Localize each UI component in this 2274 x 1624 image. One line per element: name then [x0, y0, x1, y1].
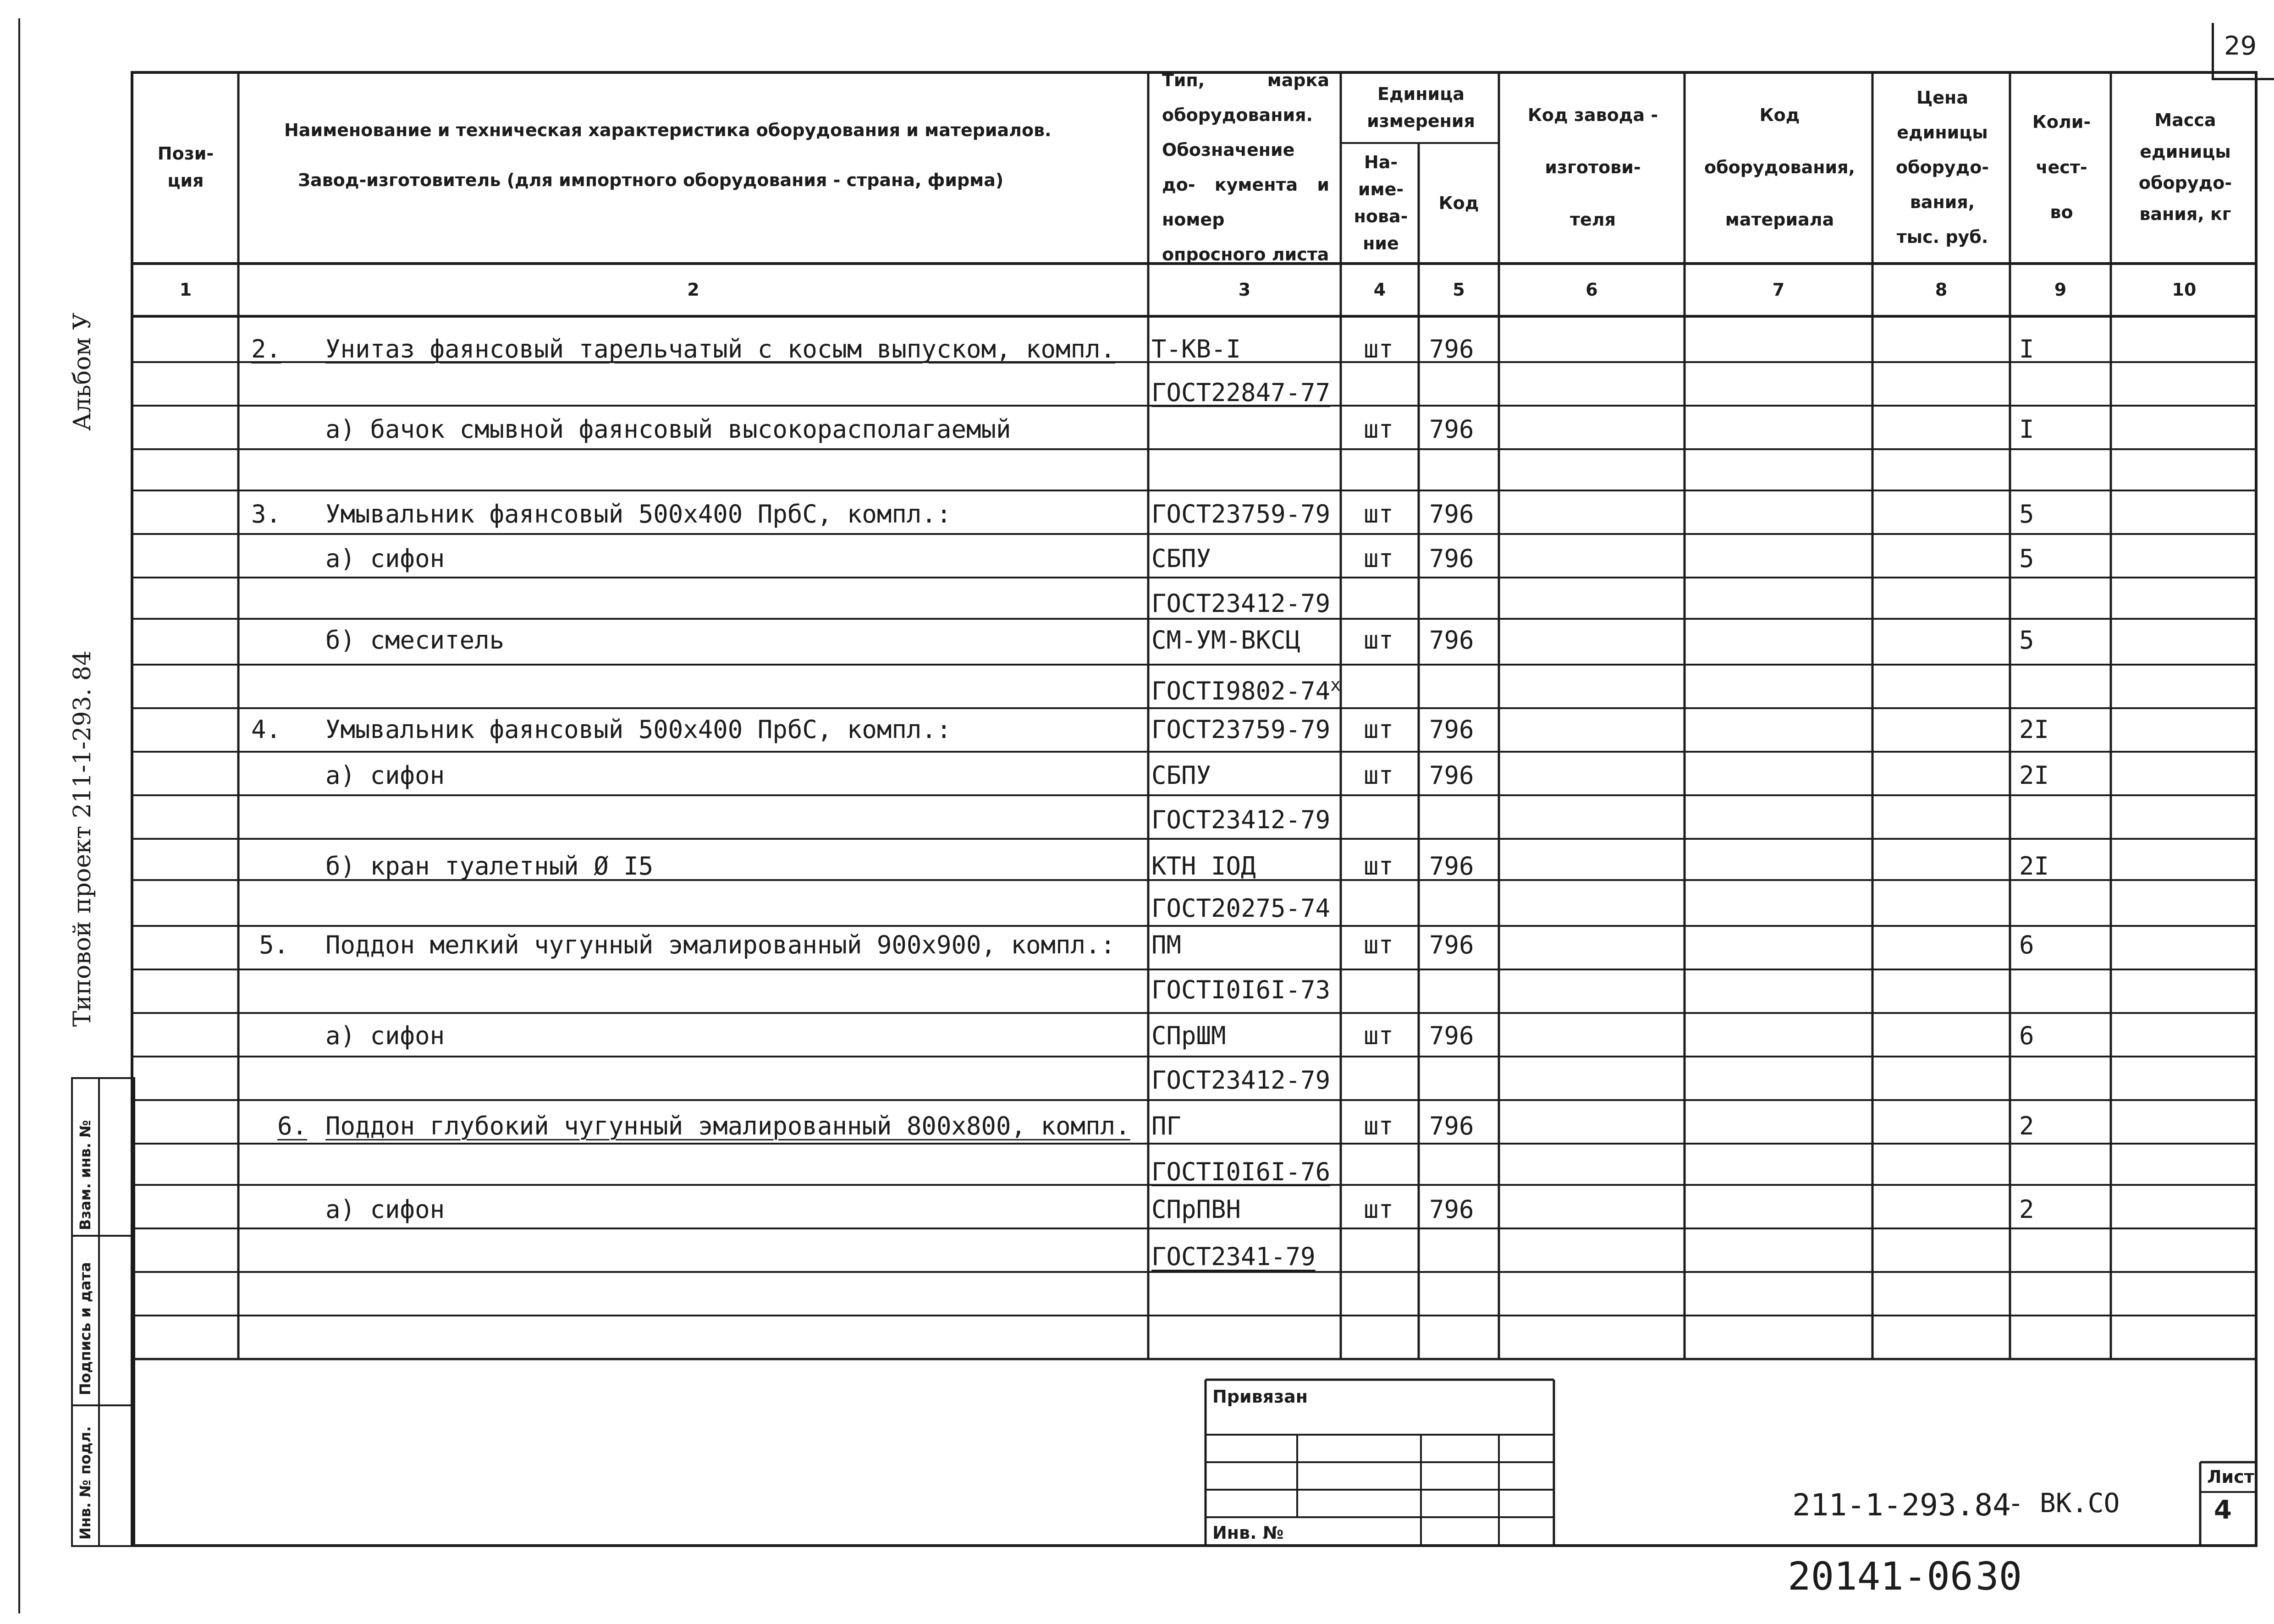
- column-number: 8: [1935, 280, 1948, 300]
- row-quantity: 2I: [2019, 852, 2049, 881]
- header-equipment-code: Код оборудования, материала: [1704, 105, 1855, 230]
- row-type: СБПУ: [1151, 761, 1211, 790]
- header-unit-name: На- име- нова- ние: [1354, 152, 1408, 253]
- header-position: Пози- ция: [157, 143, 214, 191]
- row-type: КТН IОД: [1151, 852, 1256, 881]
- row-type: ПМ: [1151, 930, 1182, 959]
- row-position: 6.: [277, 1112, 308, 1140]
- row-type: Т-КВ-I: [1151, 335, 1241, 363]
- header-name-line1: Наименование и техническая характеристика оборудования и материалов.: [284, 120, 1052, 140]
- row-type: ГОСТ23412-79: [1151, 805, 1331, 834]
- row-quantity: 5: [2019, 626, 2034, 655]
- column-number: 2: [687, 280, 699, 300]
- privyazan-label: Привязан: [1212, 1387, 1308, 1407]
- row-item-name: Умывальник фаянсовый 500х400 ПрбС, компл.:: [325, 715, 952, 744]
- stamp-cell-signature: Подпись и дата: [77, 1262, 94, 1395]
- header-type: Тип, марка оборудования. Обозначение до- кумента и номер опросного листа: [1162, 70, 1329, 264]
- row-type-text: ГОСТI9802-74: [1151, 677, 1331, 705]
- row-type: СБПУ: [1151, 544, 1211, 573]
- row-type: СПрШМ: [1151, 1021, 1226, 1050]
- footer-note: 20141-06: [1788, 1554, 1973, 1599]
- row-type: ГОСТ20275-74: [1151, 894, 1331, 923]
- row-unit: шт: [1364, 626, 1394, 655]
- row-unit: шт: [1364, 761, 1394, 790]
- row-type: ГОСТ23759-79: [1151, 715, 1331, 744]
- row-item-name: а) сифон: [325, 761, 445, 790]
- row-unit-code: 796: [1429, 500, 1474, 528]
- row-type-superscript: х: [1330, 675, 1341, 695]
- column-number: 10: [2172, 280, 2197, 300]
- column-number: 5: [1453, 280, 1465, 300]
- row-unit: шт: [1364, 335, 1394, 363]
- header-mass: Масса единицы оборудо- вания, кг: [2138, 110, 2232, 225]
- document-suffix: - ВК.СО: [2008, 1487, 2120, 1519]
- row-quantity: I: [2019, 335, 2034, 363]
- row-unit: шт: [1364, 415, 1394, 444]
- column-number: 1: [179, 280, 192, 300]
- page-number: 29: [2224, 31, 2257, 61]
- row-unit-code: 796: [1429, 1195, 1474, 1224]
- header-unit-code: Код: [1438, 193, 1479, 213]
- row-item-name: а) бачок смывной фаянсовый высокорасполагаемый: [325, 415, 1011, 444]
- row-type: ГОСТ2341-79: [1151, 1242, 1316, 1271]
- row-unit-code: 796: [1429, 544, 1474, 573]
- row-unit: шт: [1364, 852, 1394, 881]
- row-unit-code: 796: [1429, 1112, 1474, 1140]
- header-quantity: Коли- чест- во: [2032, 111, 2091, 223]
- row-type: СПрПВН: [1151, 1195, 1241, 1224]
- row-quantity: 5: [2019, 544, 2034, 573]
- header-price: Цена единицы оборудо- вания, тыс. руб.: [1895, 88, 1989, 247]
- row-unit: шт: [1364, 715, 1394, 744]
- row-item-name: Умывальник фаянсовый 500х400 ПрбС, компл.:: [325, 500, 952, 528]
- row-quantity: 5: [2019, 500, 2034, 528]
- header-factory-code: Код завода - изготови- теля: [1527, 105, 1658, 230]
- header-name-line2: Завод-изготовитель (для импортного оборудования - страна, фирма): [298, 170, 1004, 190]
- row-type: ГОСТ22847-77: [1151, 378, 1331, 407]
- row-quantity: 6: [2019, 930, 2034, 959]
- row-unit: шт: [1364, 930, 1394, 959]
- row-position: 5.: [259, 930, 289, 959]
- row-item-name: Поддон мелкий чугунный эмалированный 900х900, компл.:: [325, 930, 1116, 959]
- row-item-name: б) кран туалетный Ø I5: [325, 852, 654, 881]
- column-number: 9: [2054, 280, 2067, 300]
- row-type: ГОСТI0I6I-73: [1151, 975, 1331, 1004]
- row-quantity: 2: [2019, 1112, 2034, 1140]
- row-position: 2.: [251, 335, 281, 363]
- row-unit-code: 796: [1429, 626, 1474, 655]
- row-quantity: 2I: [2019, 761, 2049, 790]
- row-quantity: 2I: [2019, 715, 2049, 744]
- row-unit-code: 796: [1429, 415, 1474, 444]
- row-unit: шт: [1364, 1112, 1394, 1140]
- row-unit-code: 796: [1429, 335, 1474, 363]
- row-item-name: Поддон глубокий чугунный эмалированный 800х800, компл.: [325, 1112, 1130, 1140]
- inventory-number-label: Инв. №: [1212, 1523, 1284, 1543]
- row-item-name: а) сифон: [325, 544, 445, 573]
- sheet-label: Лист: [2207, 1467, 2254, 1487]
- column-number: 7: [1772, 280, 1785, 300]
- project-label: Типовой проект 211-1-293. 84: [69, 650, 96, 1027]
- header-unit-group: Единица измерения: [1367, 84, 1475, 131]
- sheet-number: 4: [2214, 1495, 2232, 1525]
- row-type: [1151, 676, 1341, 704]
- row-type: ГОСТ23412-79: [1151, 1066, 1331, 1095]
- row-item-name: а) сифон: [325, 1195, 445, 1224]
- row-item-name: Унитаз фаянсовый тарельчатый с косым выпуском, компл.: [325, 335, 1116, 363]
- stamp-cell-replace: Взам. инв. №: [77, 1120, 94, 1230]
- row-position: 4.: [251, 715, 281, 744]
- row-unit: шт: [1364, 1021, 1394, 1050]
- row-type: ГОСТ23759-79: [1151, 500, 1331, 528]
- row-unit: шт: [1364, 1195, 1394, 1224]
- column-number: 6: [1586, 280, 1598, 300]
- row-type: СМ-УМ-ВКСЦ: [1151, 626, 1301, 655]
- row-quantity: 2: [2019, 1195, 2034, 1224]
- row-type: ГОСТ23412-79: [1151, 589, 1331, 618]
- row-item-name: б) смеситель: [325, 626, 505, 655]
- footer-page: 30: [1976, 1554, 2022, 1599]
- row-unit-code: 796: [1429, 930, 1474, 959]
- row-unit-code: 796: [1429, 761, 1474, 790]
- row-position: 3.: [251, 500, 281, 528]
- row-unit-code: 796: [1429, 852, 1474, 881]
- album-label: Альбом У: [69, 313, 96, 431]
- row-unit-code: 796: [1429, 715, 1474, 744]
- column-number: 3: [1238, 280, 1251, 300]
- row-quantity: I: [2019, 415, 2034, 444]
- row-unit: шт: [1364, 544, 1394, 573]
- row-unit: шт: [1364, 500, 1394, 528]
- row-item-name: а) сифон: [325, 1021, 445, 1050]
- row-type: ГОСТI0I6I-76: [1151, 1157, 1331, 1186]
- row-quantity: 6: [2019, 1021, 2034, 1050]
- stamp-cell-inventory: Инв. № подл.: [77, 1426, 94, 1540]
- column-number: 4: [1373, 280, 1386, 300]
- document-code: 211-1-293.84: [1792, 1487, 2011, 1523]
- row-type: ПГ: [1151, 1112, 1182, 1140]
- row-unit-code: 796: [1429, 1021, 1474, 1050]
